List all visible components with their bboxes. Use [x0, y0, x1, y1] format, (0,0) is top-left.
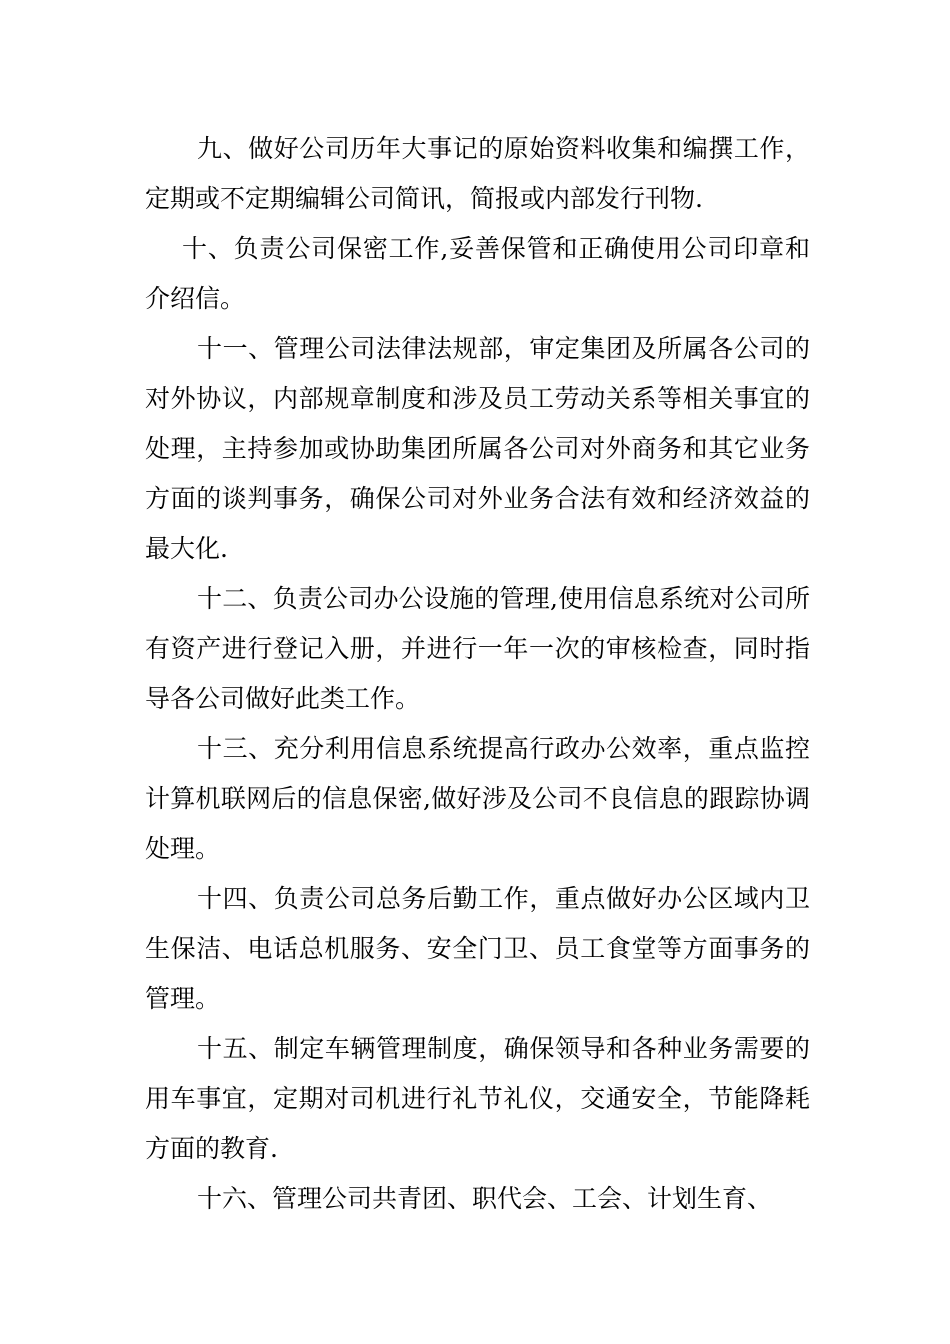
paragraph-item-11: 十一、管理公司法律法规部，审定集团及所属各公司的对外协议，内部规章制度和涉及员工劳动关系等相关事宜的处理，主持参加或协助集团所属各公司对外商务和其它业务方面的谈判事务，确保公司对外业务合法有效和经济效益的最大化.	[145, 334, 810, 563]
paragraph-item-15: 十五、制定车辆管理制度，确保领导和各种业务需要的用车事宜，定期对司机进行礼节礼仪，交通安全，节能降耗方面的教育.	[145, 1034, 810, 1163]
paragraph-item-9: 九、做好公司历年大事记的原始资料收集和编撰工作，定期或不定期编辑公司简讯，简报或内部发行刊物.	[145, 134, 810, 213]
paragraph-item-14: 十四、负责公司总务后勤工作，重点做好办公区域内卫生保洁、电话总机服务、安全门卫、员工食堂等方面事务的管理。	[145, 884, 810, 1013]
paragraph-item-16: 十六、管理公司共青团、职代会、工会、计划生育、	[197, 1184, 773, 1213]
paragraph-item-10: 十、负责公司保密工作,妥善保管和正确使用公司印章和介绍信。	[145, 234, 810, 313]
paragraph-item-12: 十二、负责公司办公设施的管理,使用信息系统对公司所有资产进行登记入册，并进行一年一次的审核检查，同时指导各公司做好此类工作。	[145, 584, 810, 713]
paragraph-item-13: 十三、充分利用信息系统提高行政办公效率，重点监控计算机联网后的信息保密,做好涉及公司不良信息的跟踪协调处理。	[145, 734, 810, 863]
